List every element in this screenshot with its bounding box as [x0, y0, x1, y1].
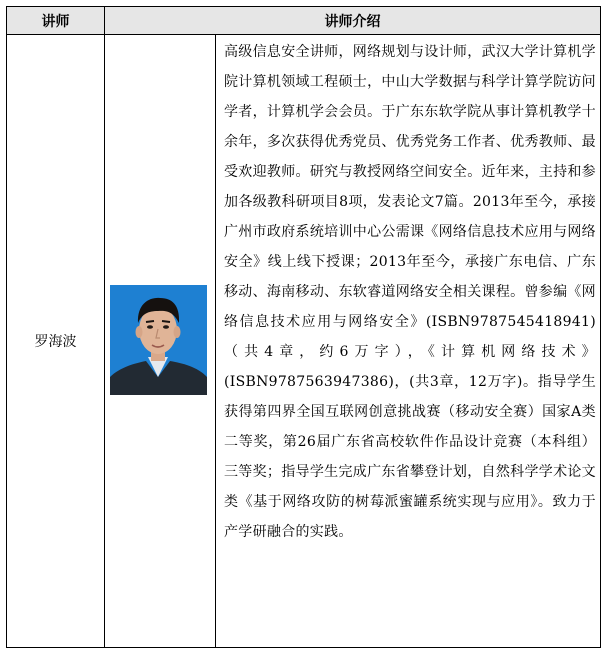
lecturer-photo — [110, 285, 207, 395]
table-header-row — [7, 7, 600, 35]
photo-cell — [105, 35, 216, 647]
header-intro: 讲师介绍 — [324, 13, 381, 30]
portrait-illustration — [110, 285, 207, 395]
lecturer-intro-text: 高级信息安全讲师，网络规划与设计师，武汉大学计算机学院计算机领域工程硕士，中山大学数据与科学计算学院访问学者，计算机学会会员。于广东东软学院从事计算机教学十余年，多次获得优秀党员、优秀党务工作者、优秀教师、最受欢迎教师。研究与教授网络空间安全。近年来，主持和参加各级教科研项目8项，发表论文7篇。2013年至今，承接广州市政府系统培训中心公需课《网络信息技术应用与网络安全》线上线下授课；2013年至今，承接广东电信、广东移动、海南移动、东软睿道网络安全相关课程。曾参编《网络信息技术应用与网络安全》(ISBN9787545418941)（共4章，约6万字），《计算机网络技术》(ISBN9787563947386)，(共3章，12万字)。指导学生获得第四界全国互联网创意挑战赛（移动安全赛）国家A类二等奖，第26届广东省高校软件作品设计竞赛（本科组）三等奖；指导学生完成广东省攀登计划，自然科学学术论文类《基于网络攻防的树莓派蜜罐系统实现与应用》。致力于产学研融合的实践。 — [224, 44, 596, 540]
lecturer-name: 罗海波 — [7, 35, 105, 647]
table-row — [7, 35, 600, 647]
lecturer-table — [6, 6, 601, 648]
header-lecturer: 讲师 — [7, 7, 105, 34]
